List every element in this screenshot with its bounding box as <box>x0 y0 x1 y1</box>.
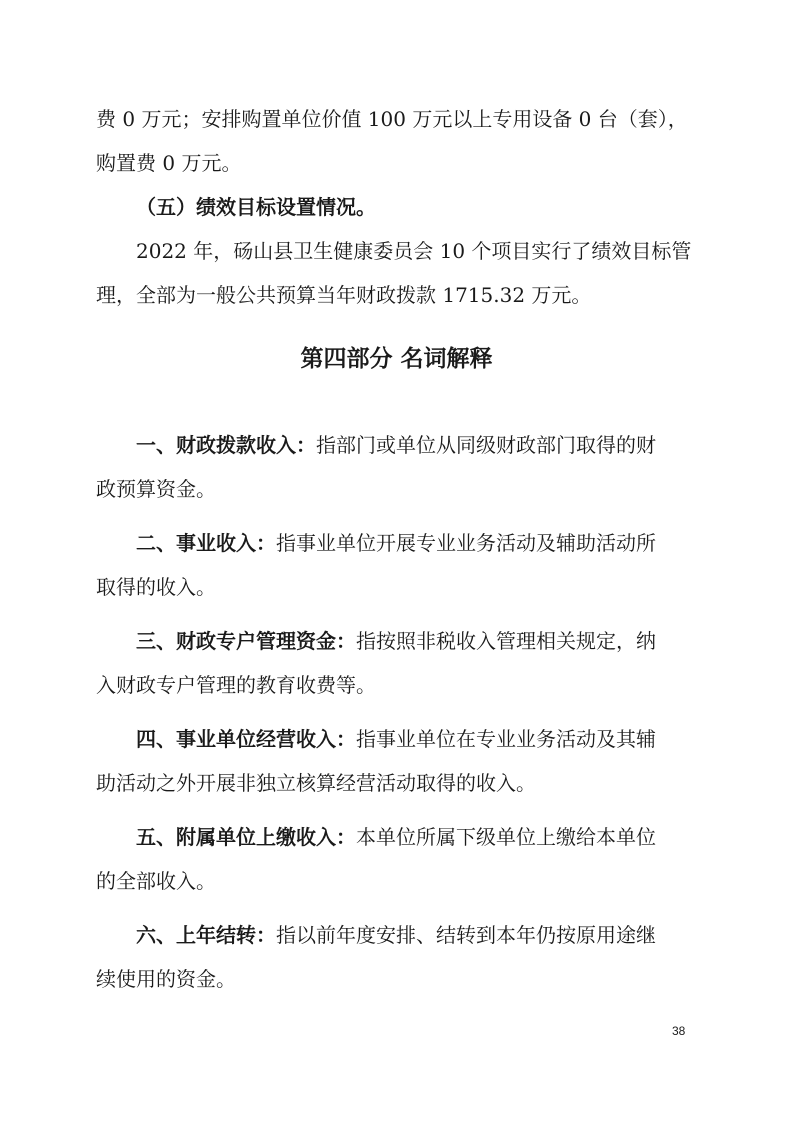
definition-term: 四、事业单位经营收入： <box>136 727 356 751</box>
body-text-line: 2022 年，砀山县卫生健康委员会 10 个项目实行了绩效目标管 <box>136 239 692 263</box>
definition-text: 指以前年度安排、结转到本年仍按原用途继 <box>276 923 656 947</box>
definition-text: 指事业单位在专业业务活动及其辅 <box>356 727 656 751</box>
definition-item <box>136 922 746 948</box>
definition-text-continued: 助活动之外开展非独立核算经营活动取得的收入。 <box>96 771 536 795</box>
definition-text-continued: 取得的收入。 <box>96 575 216 599</box>
part-title: 第四部分 名词解释 <box>300 346 493 372</box>
definition-text: 指部门或单位从同级财政部门取得的财 <box>316 433 656 457</box>
definition-term: 三、财政专户管理资金： <box>136 629 356 653</box>
definition-term: 二、事业收入： <box>136 531 276 555</box>
definition-term: 一、财政拨款收入： <box>136 433 316 457</box>
body-text-line: 费 0 万元；安排购置单位价值 100 万元以上专用设备 0 台（套）， <box>96 107 688 131</box>
definition-text-continued: 入财政专户管理的教育收费等。 <box>96 673 376 697</box>
definition-text: 本单位所属下级单位上缴给本单位 <box>356 825 656 849</box>
definition-item <box>136 726 746 752</box>
page-number: 38 <box>672 1024 686 1038</box>
section-subheading: （五）绩效目标设置情况。 <box>136 195 376 219</box>
definition-text: 指事业单位开展专业业务活动及辅助活动所 <box>276 531 656 555</box>
definition-text-continued: 续使用的资金。 <box>96 967 236 991</box>
definition-term: 五、附属单位上缴收入： <box>136 825 356 849</box>
definition-item <box>136 530 746 556</box>
definition-item <box>136 432 746 458</box>
definition-text-continued: 政预算资金。 <box>96 477 216 501</box>
definition-text-continued: 的全部收入。 <box>96 869 216 893</box>
definition-term: 六、上年结转： <box>136 923 276 947</box>
body-text-line: 理，全部为一般公共预算当年财政拨款 1715.32 万元。 <box>96 283 592 307</box>
definition-text: 指按照非税收入管理相关规定，纳 <box>356 629 656 653</box>
definition-item <box>136 824 746 850</box>
body-text-line: 购置费 0 万元。 <box>96 151 242 175</box>
definition-item <box>136 628 746 654</box>
